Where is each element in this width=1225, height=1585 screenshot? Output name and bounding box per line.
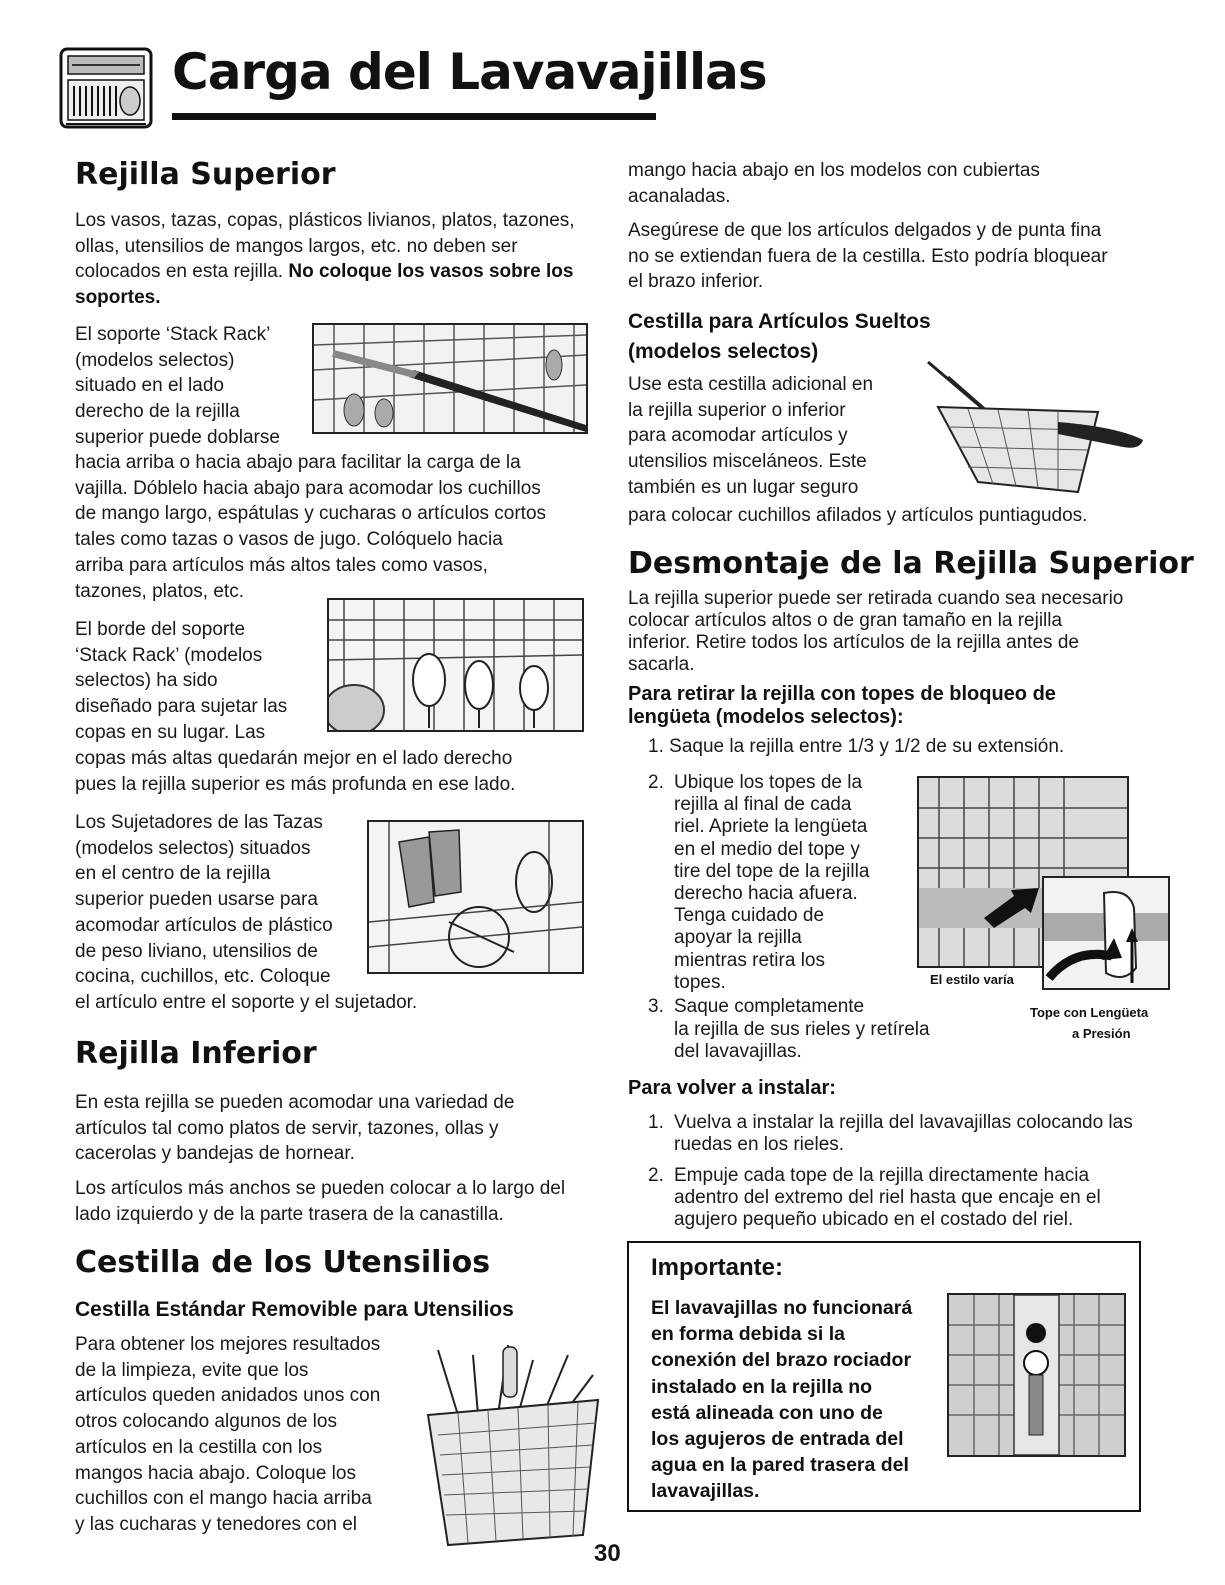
step-text: Empuje cada tope de la rejilla directamente hacia adentro del extremo del riel hasta que encaje en el agujero pequeño ubicado en el costado del riel. — [674, 1165, 1101, 1230]
removal-intro: La rejilla superior puede ser retirada cuando sea necesario colocar artículos altos o de gran tamaño en la rejilla inferior. Retire todos los artículos de la rejilla antes de sacarla. — [628, 588, 1124, 675]
text-line: conexión del brazo rociador — [651, 1349, 912, 1372]
text-line: otros colocando algunos de los — [75, 1411, 337, 1433]
stack-rack-text — [75, 322, 310, 451]
step-number: 3. — [648, 996, 664, 1017]
text-line: selectos) ha sido — [75, 670, 218, 692]
text-line: Tenga cuidado de — [674, 905, 825, 927]
text-line: Use esta cestilla adicional en — [628, 374, 874, 395]
rack-edge-illustration — [327, 598, 584, 732]
text-line: también es un lugar seguro — [628, 476, 859, 498]
text-line: de la limpieza, evite que los — [75, 1359, 309, 1381]
text-line: para acomodar artículos y — [628, 425, 848, 447]
text-line: superior pueden usarse para — [75, 889, 318, 911]
edge-text-full — [75, 746, 585, 797]
text-line: artículos en la cestilla con los — [75, 1436, 323, 1458]
text-line: y las cucharas y tenedores con el — [75, 1513, 357, 1535]
lower-rack-p1: En esta rejilla se pueden acomodar una variedad de artículos tal como platos de servir, tazones, ollas y cacerolas y bandejas de hornear. — [75, 1092, 515, 1165]
text-line: del lavavajillas. — [674, 1041, 802, 1062]
text-line: los agujeros de entrada del — [651, 1428, 904, 1451]
text-line: la rejilla superior o inferior — [628, 399, 846, 421]
text-line: derecho de la rejilla — [75, 401, 240, 423]
text-line: rejilla al final de cada — [674, 794, 852, 816]
text-line: tazones, platos, etc. — [75, 580, 244, 602]
text-line: apoyar la rejilla — [674, 927, 802, 949]
spray-arm-illustration — [947, 1293, 1126, 1457]
step-text — [674, 772, 869, 994]
text-line: Para obtener los mejores resultados — [75, 1334, 381, 1355]
text-line: de peso liviano, utensilios de — [75, 940, 318, 962]
step-text: Vuelva a instalar la rejilla del lavavajillas colocando las ruedas en los rieles. — [674, 1112, 1133, 1155]
text-line: vajilla. Dóblelo hacia abajo para acomodar los cuchillos — [75, 477, 541, 499]
cup-holder-illustration — [367, 820, 584, 974]
text-line: instalado en la rejilla no — [651, 1375, 873, 1398]
loose-basket-illustration — [918, 352, 1150, 500]
text-line: tire del tope de la rejilla — [674, 860, 870, 882]
stack-rack-illustration — [312, 323, 588, 434]
text-line: mientras retira los — [674, 949, 825, 971]
important-box — [627, 1241, 1141, 1512]
stack-rack-text-full — [75, 450, 585, 604]
text-line: la rejilla de sus rieles y retírela — [674, 1018, 930, 1040]
text-line: ‘Stack Rack’ (modelos — [75, 644, 263, 666]
page-number: 30 — [594, 1540, 621, 1567]
text-line: Saque completamente — [674, 996, 865, 1017]
loose-basket-text — [628, 372, 918, 501]
utensil-basket-text — [75, 1332, 420, 1538]
text-line: (modelos selectos) situados — [75, 837, 311, 859]
text-line: en el medio del tope y — [674, 838, 860, 860]
loose-basket-text-full: para colocar cuchillos afilados y artículos puntiagudos. — [628, 505, 1088, 526]
text-line: topes. — [674, 971, 726, 993]
heading-utensil-basket: Cestilla de los Utensilios — [75, 1245, 491, 1280]
text-line: (modelos selectos) — [75, 349, 235, 371]
text-line: utensilios misceláneos. Este — [628, 451, 867, 473]
edge-text — [75, 617, 315, 746]
utensil-basket-illustration — [418, 1345, 608, 1550]
text-line: Ubique los topes de la — [674, 772, 863, 793]
text-line: cocina, cuchillos, etc. Coloque — [75, 966, 331, 988]
title-rule — [172, 113, 656, 120]
text-line: El lavavajillas no funcionará — [651, 1297, 913, 1319]
page-title: Carga del Lavavajillas — [172, 43, 767, 101]
text-line: mangos hacia abajo. Coloque los — [75, 1462, 356, 1484]
heading-upper-rack: Rejilla Superior — [75, 157, 336, 192]
step-number: 2. — [648, 1165, 664, 1186]
upper-rack-intro — [75, 208, 575, 311]
text-line: copas más altas quedarán mejor en el lado derecho — [75, 748, 513, 769]
heading-reinstall: Para volver a instalar: — [628, 1077, 836, 1099]
text-line: derecho hacia afuera. — [674, 883, 858, 905]
subheading-utensil-basket: Cestilla Estándar Removible para Utensilios — [75, 1298, 514, 1321]
text-line: pues la rejilla superior es más profunda en ese lado. — [75, 773, 516, 795]
heading-rack-removal: Desmontaje de la Rejilla Superior — [628, 546, 1194, 581]
text-line: en forma debida si la — [651, 1323, 845, 1346]
text-line: está alineada con uno de — [651, 1401, 883, 1424]
text-line: El soporte ‘Stack Rack’ — [75, 324, 271, 345]
heading-lower-rack: Rejilla Inferior — [75, 1036, 317, 1071]
step-number: 2. — [648, 772, 664, 793]
text-line: situado en el lado — [75, 375, 224, 397]
tab-stop-closeup — [1042, 876, 1170, 990]
heading-loose-basket: Cestilla para Artículos Sueltos — [628, 310, 931, 333]
cup-holder-text-full: el artículo entre el soporte y el sujetador. — [75, 992, 418, 1013]
subheading-remove-with-stops: Para retirar la rejilla con topes de bloqueo de lengüeta (modelos selectos): — [628, 683, 1056, 728]
text-line: artículos queden anidados unos con — [75, 1385, 381, 1407]
text-line: lavavajillas. — [651, 1480, 760, 1503]
caption-tab-stop: Tope con Lengüeta — [1030, 1005, 1149, 1020]
important-heading: Importante: — [651, 1254, 783, 1281]
text-line: copas en su lugar. Las — [75, 721, 266, 743]
step-number: 1. — [648, 736, 664, 757]
text-line: Los Sujetadores de las Tazas — [75, 812, 323, 833]
dishwasher-icon — [58, 46, 154, 130]
text-line: diseñado para sujetar las — [75, 696, 288, 718]
upper-rack-intro-text: Los vasos, tazas, copas, plásticos livianos, platos, tazones, ollas, utensilios de mangos largos, etc. no deben ser colocados en esta rejilla. — [75, 210, 575, 283]
step-number: 1. — [648, 1112, 664, 1133]
thin-items-text: Asegúrese de que los artículos delgados y de punta fina no se extiendan fuera de la cestilla. Esto podría bloquear el brazo inferior. — [628, 220, 1108, 293]
caption-press: a Presión — [1072, 1026, 1131, 1041]
important-text — [651, 1295, 951, 1505]
text-line: de mango largo, espátulas y cucharas o artículos cortos — [75, 503, 547, 525]
subheading-loose-basket: (modelos selectos) — [628, 340, 819, 363]
text-line: superior puede doblarse — [75, 426, 280, 448]
text-line: cuchillos con el mango hacia arriba — [75, 1488, 372, 1510]
text-line: tales como tazas o vasos de jugo. Colóquelo hacia — [75, 529, 503, 551]
text-line: hacia arriba o hacia abajo para facilitar la carga de la — [75, 452, 521, 473]
cup-holder-text — [75, 810, 365, 990]
text-line: El borde del soporte — [75, 619, 246, 640]
step-text: Saque la rejilla entre 1/3 y 1/2 de su extensión. — [669, 736, 1065, 757]
text-line: agua en la pared trasera del — [651, 1454, 909, 1477]
text-line: riel. Apriete la lengüeta — [674, 816, 868, 838]
removal-step-1 — [648, 734, 1138, 760]
continued-text: mango hacia abajo en los modelos con cubiertas acanaladas. — [628, 160, 1040, 207]
upper-rack-warning: No coloque los vasos sobre los soportes. — [75, 261, 574, 309]
step-text — [674, 996, 930, 1064]
text-line: en el centro de la rejilla — [75, 863, 271, 885]
text-line: acomodar artículos de plástico — [75, 914, 333, 936]
caption-style-varies: El estilo varía — [930, 972, 1014, 987]
lower-rack-p2: Los artículos más anchos se pueden colocar a lo largo del lado izquierdo y de la parte trasera de la canastilla. — [75, 1178, 566, 1225]
text-line: arriba para artículos más altos tales como vasos, — [75, 554, 488, 576]
